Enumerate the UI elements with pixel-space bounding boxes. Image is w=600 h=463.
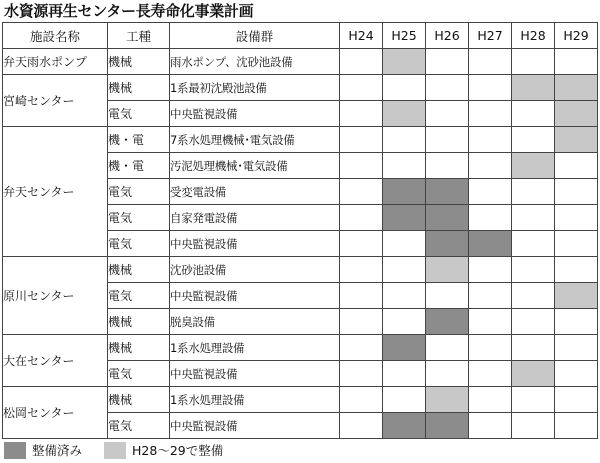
- schedule-cell-done: [426, 413, 469, 439]
- schedule-cell-plan: [555, 75, 598, 101]
- schedule-cell: [469, 413, 512, 439]
- schedule-cell: [340, 75, 383, 101]
- schedule-cell: [555, 387, 598, 413]
- equipment-group: 汚泥処理機械･電気設備: [170, 153, 340, 179]
- schedule-cell: [555, 49, 598, 75]
- work-kind: 電気: [108, 179, 170, 205]
- schedule-cell: [555, 309, 598, 335]
- header-kind: 工種: [108, 23, 170, 49]
- schedule-cell-plan: [426, 387, 469, 413]
- schedule-cell-done: [383, 335, 426, 361]
- schedule-cell: [512, 127, 555, 153]
- schedule-cell: [512, 101, 555, 127]
- schedule-cell: [383, 257, 426, 283]
- schedule-cell-done: [383, 179, 426, 205]
- facility-name: 宮崎センター: [3, 75, 108, 127]
- schedule-cell: [469, 283, 512, 309]
- schedule-cell-done: [383, 205, 426, 231]
- schedule-cell: [426, 283, 469, 309]
- schedule-cell: [469, 101, 512, 127]
- schedule-cell: [469, 179, 512, 205]
- legend-item-done: [4, 441, 82, 459]
- work-kind: 機械: [108, 309, 170, 335]
- work-kind: 電気: [108, 413, 170, 439]
- schedule-cell: [340, 361, 383, 387]
- schedule-cell: [512, 335, 555, 361]
- table-body: [3, 49, 598, 439]
- table-row: [3, 387, 598, 413]
- legend-swatch-done: [4, 442, 26, 459]
- schedule-cell: [340, 49, 383, 75]
- work-kind: 電気: [108, 101, 170, 127]
- facility-name: 松岡センター: [3, 387, 108, 439]
- header-year-h29: H29: [555, 23, 598, 49]
- equipment-group: 雨水ポンプ、沈砂池設備: [170, 49, 340, 75]
- schedule-table: [2, 22, 598, 439]
- schedule-cell: [340, 127, 383, 153]
- schedule-cell-done: [469, 231, 512, 257]
- schedule-cell: [383, 231, 426, 257]
- schedule-cell: [469, 387, 512, 413]
- schedule-cell: [426, 49, 469, 75]
- schedule-cell: [340, 413, 383, 439]
- schedule-cell-plan: [512, 361, 555, 387]
- schedule-cell: [426, 75, 469, 101]
- schedule-cell: [426, 101, 469, 127]
- schedule-cell: [469, 127, 512, 153]
- legend-swatch-plan: [104, 442, 126, 459]
- equipment-group: 7系水処理機械･電気設備: [170, 127, 340, 153]
- schedule-cell: [469, 257, 512, 283]
- schedule-cell-plan: [555, 283, 598, 309]
- work-kind: 機・電: [108, 127, 170, 153]
- schedule-cell: [340, 101, 383, 127]
- schedule-cell: [469, 153, 512, 179]
- header-year-h25: H25: [383, 23, 426, 49]
- work-kind: 電気: [108, 205, 170, 231]
- equipment-group: 沈砂池設備: [170, 257, 340, 283]
- schedule-cell: [340, 387, 383, 413]
- schedule-cell: [383, 75, 426, 101]
- schedule-cell-plan: [383, 49, 426, 75]
- work-kind: 電気: [108, 361, 170, 387]
- schedule-cell: [340, 205, 383, 231]
- schedule-cell-plan: [555, 101, 598, 127]
- work-kind: 電気: [108, 283, 170, 309]
- header-year-h26: H26: [426, 23, 469, 49]
- schedule-cell-done: [426, 179, 469, 205]
- schedule-cell: [512, 205, 555, 231]
- work-kind: 機械: [108, 49, 170, 75]
- header-row: [3, 23, 598, 49]
- schedule-cell: [555, 335, 598, 361]
- header-year-h24: H24: [340, 23, 383, 49]
- table-row: [3, 127, 598, 153]
- schedule-cell: [383, 283, 426, 309]
- schedule-cell: [555, 231, 598, 257]
- schedule-cell: [469, 361, 512, 387]
- schedule-cell-plan: [555, 127, 598, 153]
- schedule-cell: [555, 179, 598, 205]
- schedule-cell: [512, 283, 555, 309]
- schedule-cell: [555, 153, 598, 179]
- schedule-cell: [340, 153, 383, 179]
- schedule-cell: [469, 335, 512, 361]
- schedule-cell: [512, 309, 555, 335]
- schedule-cell-plan: [383, 101, 426, 127]
- schedule-cell: [512, 257, 555, 283]
- equipment-group: 中央監視設備: [170, 231, 340, 257]
- table-row: [3, 335, 598, 361]
- schedule-cell: [340, 179, 383, 205]
- schedule-cell: [555, 257, 598, 283]
- schedule-cell: [555, 205, 598, 231]
- facility-name: 弁天雨水ポンプ: [3, 49, 108, 75]
- schedule-cell: [469, 205, 512, 231]
- header-year-h28: H28: [512, 23, 555, 49]
- schedule-cell: [469, 75, 512, 101]
- equipment-group: 中央監視設備: [170, 413, 340, 439]
- work-kind: 機械: [108, 257, 170, 283]
- equipment-group: 1系水処理設備: [170, 335, 340, 361]
- facility-name: 大在センター: [3, 335, 108, 387]
- table-row: [3, 75, 598, 101]
- equipment-group: 脱臭設備: [170, 309, 340, 335]
- schedule-cell: [469, 49, 512, 75]
- schedule-cell: [426, 335, 469, 361]
- schedule-cell: [555, 361, 598, 387]
- work-kind: 機械: [108, 75, 170, 101]
- schedule-cell-plan: [512, 75, 555, 101]
- header-equipment: 設備群: [170, 23, 340, 49]
- schedule-cell: [512, 231, 555, 257]
- schedule-cell: [340, 309, 383, 335]
- header-facility: 施設名称: [3, 23, 108, 49]
- header-year-h27: H27: [469, 23, 512, 49]
- legend-label-plan: H28～29で整備: [132, 443, 224, 458]
- work-kind: 機械: [108, 387, 170, 413]
- legend-item-plan: [104, 441, 223, 459]
- equipment-group: 自家発電設備: [170, 205, 340, 231]
- schedule-cell-done: [426, 205, 469, 231]
- schedule-cell: [383, 127, 426, 153]
- work-kind: 機械: [108, 335, 170, 361]
- schedule-cell: [383, 153, 426, 179]
- schedule-cell: [426, 361, 469, 387]
- schedule-cell: [426, 127, 469, 153]
- schedule-cell: [383, 361, 426, 387]
- equipment-group: 中央監視設備: [170, 101, 340, 127]
- schedule-cell: [512, 179, 555, 205]
- facility-name: 弁天センター: [3, 127, 108, 257]
- schedule-cell-done: [426, 309, 469, 335]
- equipment-group: 中央監視設備: [170, 361, 340, 387]
- equipment-group: 中央監視設備: [170, 283, 340, 309]
- schedule-cell: [555, 413, 598, 439]
- table-row: [3, 257, 598, 283]
- work-kind: 電気: [108, 231, 170, 257]
- legend-label-done: 整備済み: [32, 443, 83, 458]
- equipment-group: 1系最初沈殿池設備: [170, 75, 340, 101]
- work-kind: 機・電: [108, 153, 170, 179]
- legend: [4, 440, 245, 460]
- schedule-cell: [340, 231, 383, 257]
- table-row: [3, 49, 598, 75]
- schedule-cell: [340, 335, 383, 361]
- facility-name: 原川センター: [3, 257, 108, 335]
- schedule-cell: [426, 153, 469, 179]
- schedule-cell-done: [426, 231, 469, 257]
- schedule-cell-done: [383, 413, 426, 439]
- schedule-cell: [469, 309, 512, 335]
- schedule-cell: [512, 387, 555, 413]
- schedule-cell: [512, 413, 555, 439]
- schedule-cell: [340, 257, 383, 283]
- equipment-group: 受変電設備: [170, 179, 340, 205]
- equipment-group: 1系水処理設備: [170, 387, 340, 413]
- schedule-cell: [383, 387, 426, 413]
- schedule-cell: [383, 309, 426, 335]
- schedule-cell: [512, 49, 555, 75]
- schedule-cell-plan: [512, 153, 555, 179]
- page-title: 水資源再生センター長寿命化事業計画: [4, 2, 254, 20]
- schedule-cell-plan: [426, 257, 469, 283]
- schedule-cell: [340, 283, 383, 309]
